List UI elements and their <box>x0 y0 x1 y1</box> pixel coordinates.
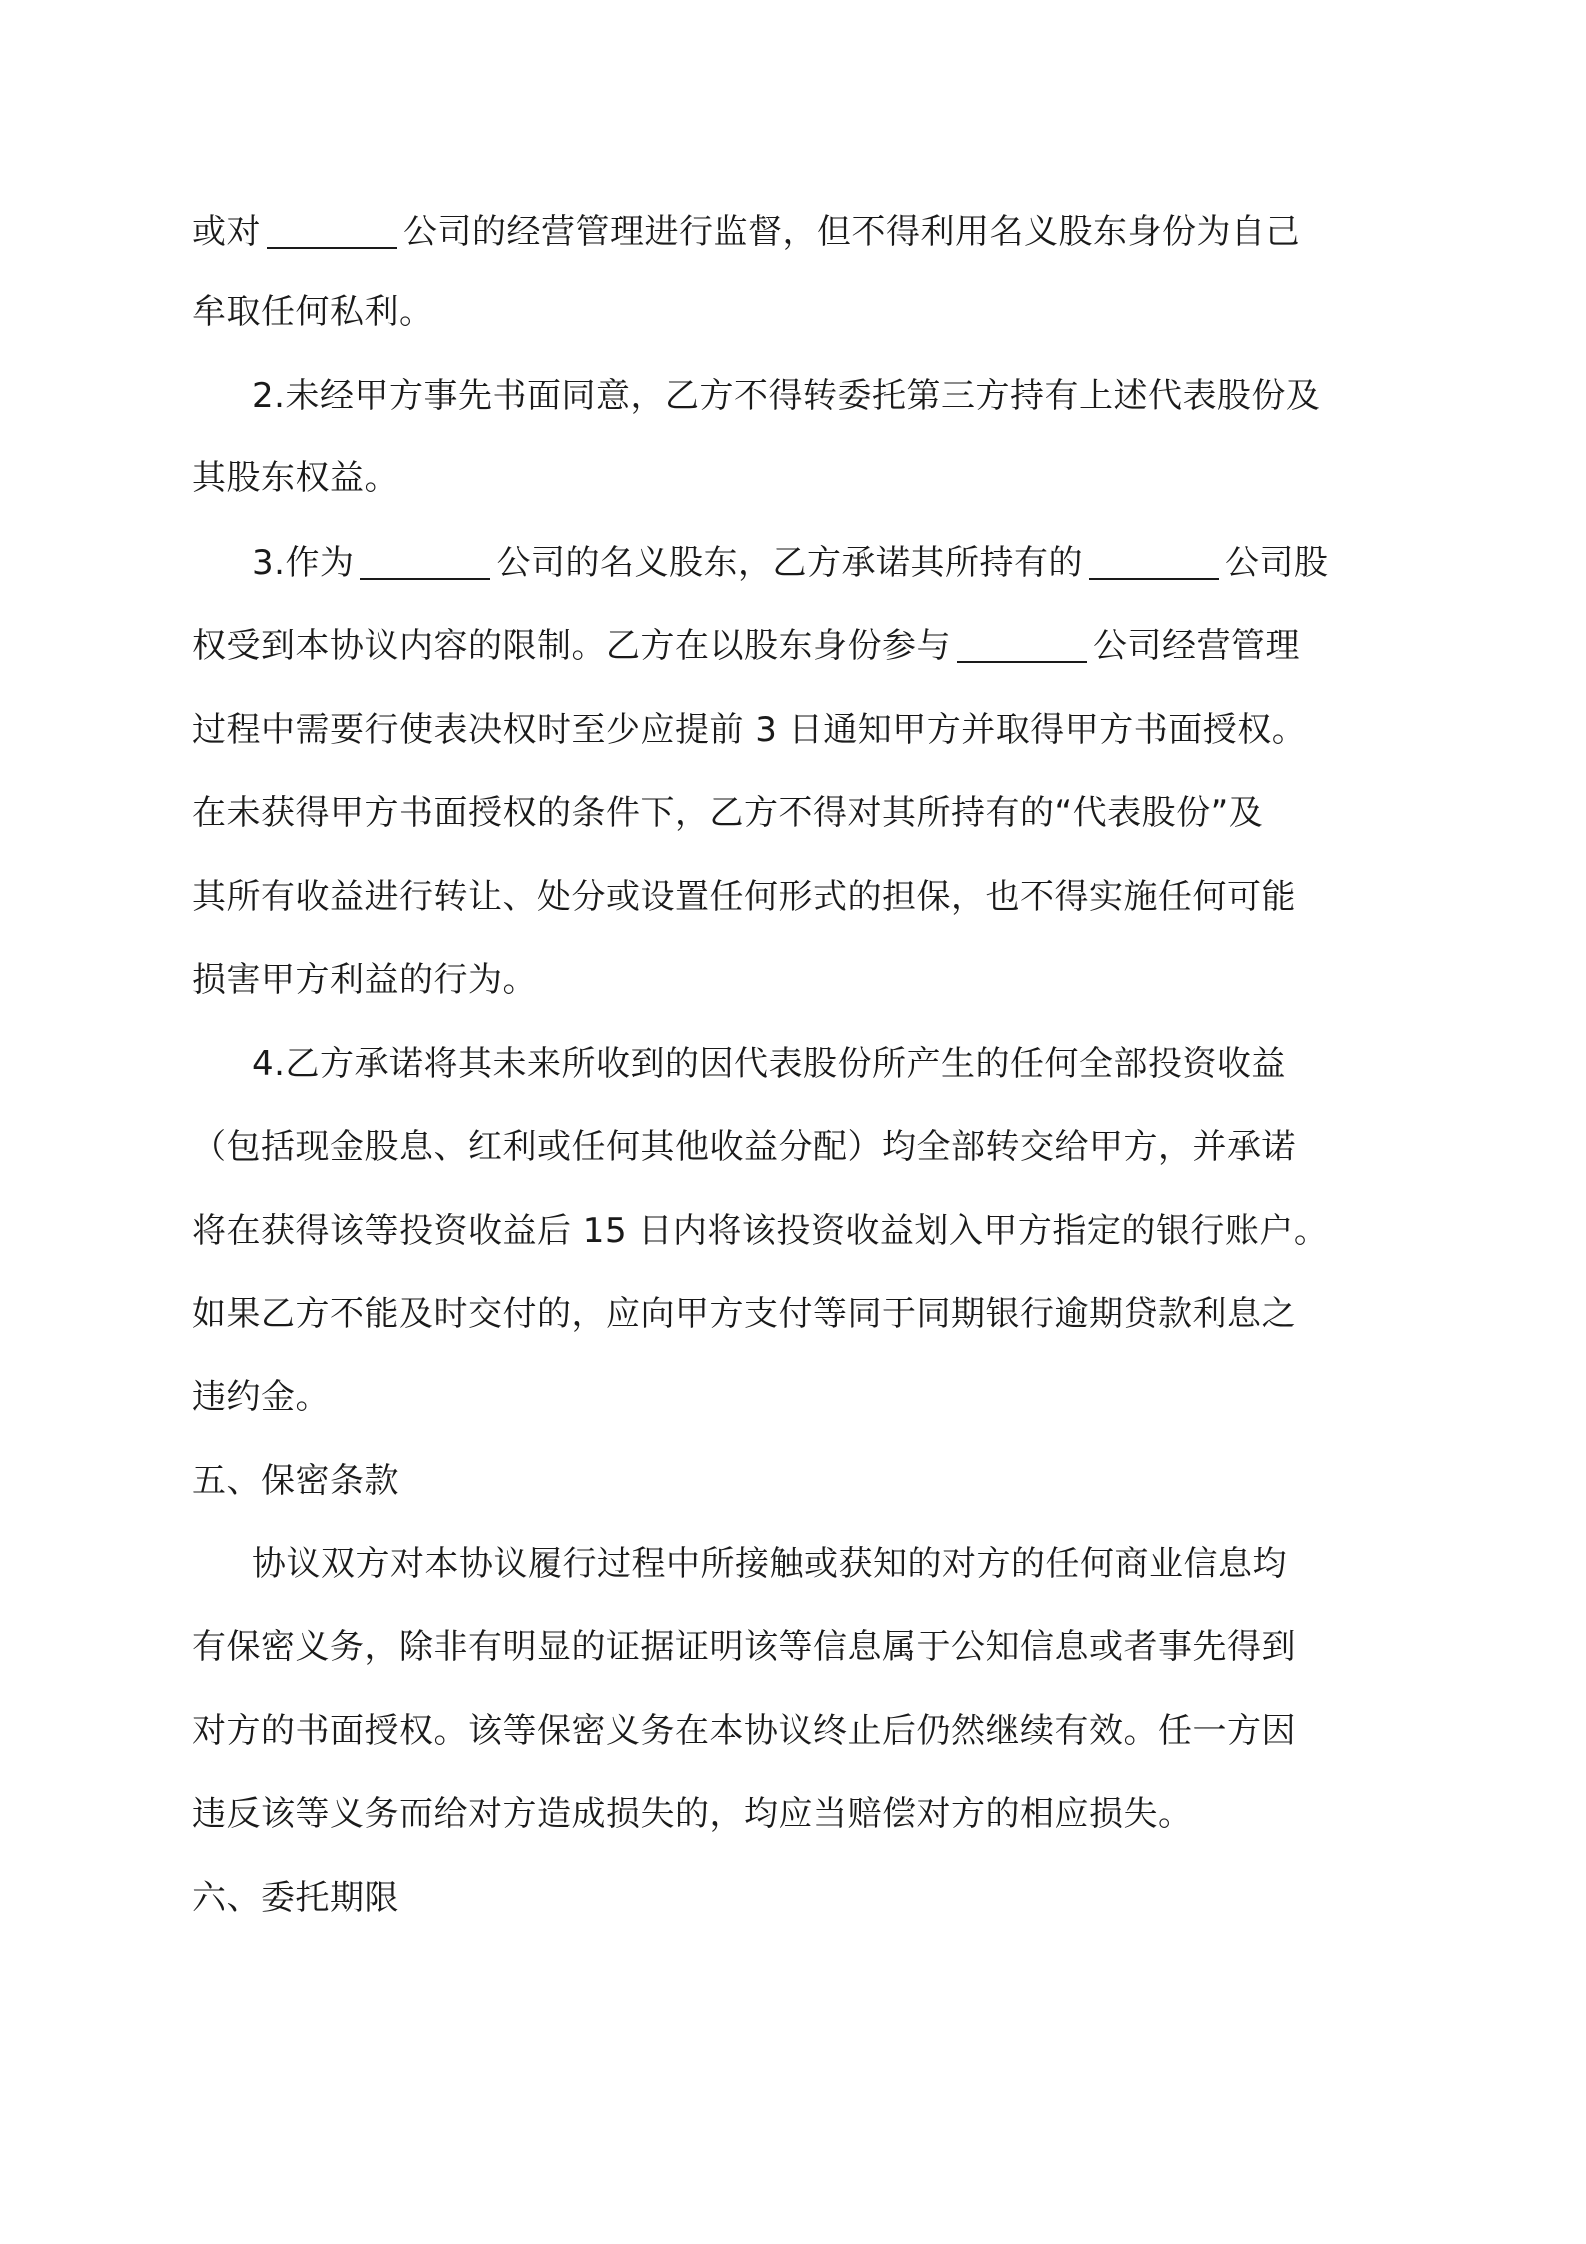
text-line <box>192 458 399 498</box>
text-segment: 在未获得甲方书面授权的条件下，乙方不得对其所持有的“代表股份”及 <box>192 793 1264 833</box>
text-segment: 违约金。 <box>192 1377 330 1417</box>
text-line <box>192 1627 1296 1667</box>
clause-4 <box>252 1044 1286 1084</box>
text-segment: 违反该等义务而给对方造成损失的，均应当赔偿对方的相应损失。 <box>192 1794 1193 1834</box>
section-heading: 六、委托期限 <box>192 1878 399 1918</box>
text-line <box>192 877 1296 917</box>
text-segment: （包括现金股息、红利或任何其他收益分配）均全部转交给甲方，并承诺 <box>192 1127 1296 1167</box>
section-heading-confidentiality <box>192 1461 399 1501</box>
text-segment: 其所有收益进行转让、处分或设置任何形式的担保，也不得实施任何可能 <box>192 877 1296 917</box>
text-segment: 公司股 <box>1224 543 1329 583</box>
text-segment: 过程中需要行使表决权时至少应提前 3 日通知甲方并取得甲方书面授权。 <box>192 710 1307 750</box>
text-segment: 公司的经营管理进行监督，但不得利用名义股东身份为自己 <box>403 212 1300 252</box>
text-segment: 公司的名义股东，乙方承诺其所持有的 <box>496 543 1083 583</box>
text-segment: 或对 <box>192 212 261 252</box>
blank-field <box>267 213 397 249</box>
text-segment: 对方的书面授权。该等保密义务在本协议终止后仍然继续有效。任一方因 <box>192 1711 1296 1751</box>
text-line <box>192 1377 330 1417</box>
text-line <box>192 1127 1296 1167</box>
text-segment: 4.乙方承诺将其未来所收到的因代表股份所产生的任何全部投资收益 <box>252 1044 1286 1084</box>
text-segment: 公司经营管理 <box>1093 626 1300 666</box>
paragraph-start <box>252 1544 1287 1584</box>
text-segment: 如果乙方不能及时交付的，应向甲方支付等同于同期银行逾期贷款利息之 <box>192 1294 1296 1334</box>
section-heading: 五、保密条款 <box>192 1461 399 1501</box>
text-line <box>192 1211 1328 1251</box>
clause-3 <box>252 543 1328 583</box>
text-segment: 损害甲方利益的行为。 <box>192 960 537 1000</box>
blank-field <box>360 544 490 580</box>
text-segment: 协议双方对本协议履行过程中所接触或获知的对方的任何商业信息均 <box>252 1544 1287 1584</box>
text-segment: 2.未经甲方事先书面同意，乙方不得转委托第三方持有上述代表股份及 <box>252 376 1321 416</box>
text-segment: 有保密义务，除非有明显的证据证明该等信息属于公知信息或者事先得到 <box>192 1627 1296 1667</box>
text-segment: 牟取任何私利。 <box>192 292 434 332</box>
text-segment: 其股东权益。 <box>192 458 399 498</box>
clause-2 <box>252 376 1320 416</box>
text-line <box>192 212 1300 252</box>
text-line <box>192 1794 1193 1834</box>
text-segment: 3.作为 <box>252 543 355 583</box>
text-line <box>192 710 1306 750</box>
text-segment: 将在获得该等投资收益后 15 日内将该投资收益划入甲方指定的银行账户。 <box>192 1211 1329 1251</box>
blank-field <box>1089 544 1219 580</box>
text-segment: 权受到本协议内容的限制。乙方在以股东身份参与 <box>192 626 951 666</box>
text-line <box>192 292 434 332</box>
blank-field <box>957 627 1087 663</box>
text-line <box>192 1294 1296 1334</box>
text-line <box>192 1711 1296 1751</box>
section-heading-term <box>192 1878 399 1918</box>
text-line <box>192 793 1263 833</box>
text-line <box>192 960 537 1000</box>
text-line <box>192 626 1300 666</box>
